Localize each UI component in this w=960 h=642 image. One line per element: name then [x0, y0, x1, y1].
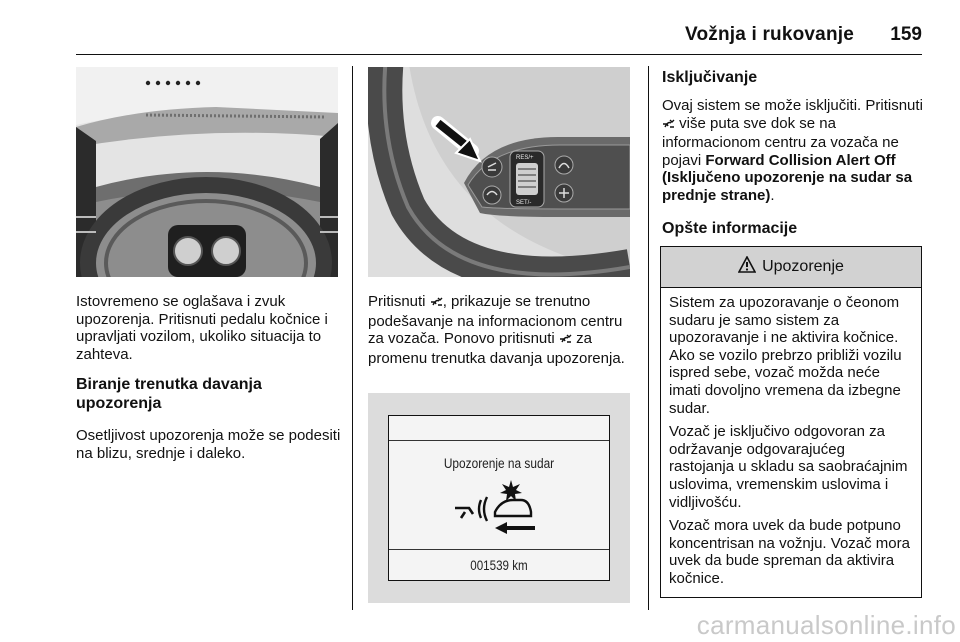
fcw-button-icon: [430, 295, 443, 313]
header-rule: [76, 54, 922, 55]
fcw-button-icon: [559, 332, 572, 350]
fcw-button-icon: [662, 117, 675, 135]
column-divider-2: [648, 66, 649, 610]
col1-heading: Biranje trenutka davanja upozorenja: [76, 376, 262, 412]
collision-alert-icon: [451, 478, 547, 540]
warning-body: [661, 288, 921, 588]
page-header-title: Vožnja i rukovanje: [684, 24, 854, 45]
warning-box: [660, 246, 922, 598]
steering-wheel-figure: [368, 67, 630, 277]
res-button-label: RES/+: [516, 155, 534, 161]
display-title: Upozorenje na sudar: [443, 456, 555, 471]
page-number: 159: [890, 24, 922, 45]
driver-info-display-figure: [368, 393, 630, 603]
watermark: carmanualsonline.info: [696, 610, 956, 640]
warning-title: Upozorenje: [762, 258, 844, 275]
set-button-label: SET/-: [516, 200, 532, 206]
col3-heading-disable: Isključivanje: [662, 69, 758, 86]
column-divider-1: [352, 66, 353, 610]
display-bottom-rule: [389, 549, 609, 550]
col3-paragraph: Ovaj sistem se može isključiti. Pritisnuti više puta sve dok se na informacionom centru za vozača ne pojavi Forward Collision Alert Off (Isključeno upozorenje na sudar sa prednje strane).: [662, 97, 923, 204]
odometer-readout: 001539 km: [470, 558, 528, 573]
warning-header: [661, 247, 921, 288]
warning-paragraph-3: Vozač mora uvek da bude potpuno koncentrisan na vožnju. Vozač mora uvek da bude spreman da aktivira kočnice.: [669, 517, 910, 587]
windshield-indicator-figure: [76, 67, 338, 277]
warning-triangle-icon: [738, 256, 756, 278]
col3-heading-general: Opšte informacije: [662, 220, 798, 237]
display-screen: [388, 415, 610, 581]
col1-paragraph-2: Osetljivost upozorenja može se podesiti na blizu, srednje i daleko.: [76, 427, 341, 462]
display-top-rule: [389, 440, 609, 441]
col2-paragraph: Pritisnuti , prikazuje se trenutno podešavanje na informacionom centru za vozača. Ponovo pritisnuti za promenu trenutka davanja upozorenja.: [368, 293, 625, 367]
col1-paragraph-1: Istovremeno se oglašava i zvuk upozorenja. Pritisnuti pedalu kočnice i upravljati vozilom, ukoliko situacija to zahteva.: [76, 293, 328, 363]
warning-paragraph-2: Vozač je isključivo odgovoran za održavanje odgovarajućeg rastojanja u skladu sa saobraćajnim uslovima, vremenskim uslovima i vidljivošću.: [669, 423, 908, 511]
warning-paragraph-1: Sistem za upozoravanje o čeonom sudaru je samo sistem za upozoravanje i ne aktivira kočnice. Ako se vozilo prebrzo približi vozilu ispred sebe, vozač možda neće imati dovoljno vremena da izbegne sudar.: [669, 294, 902, 417]
